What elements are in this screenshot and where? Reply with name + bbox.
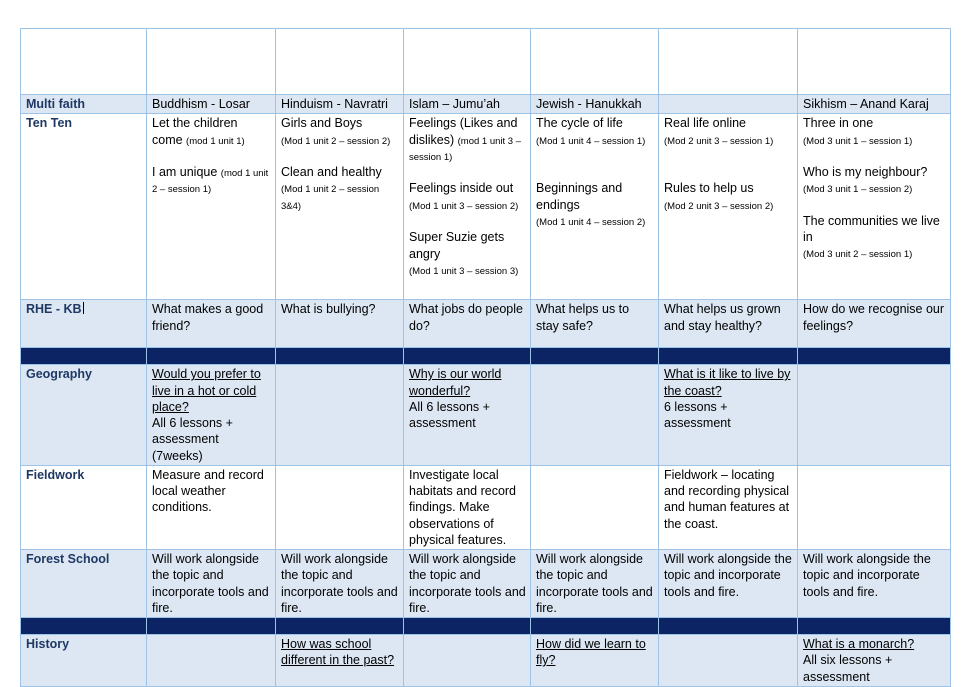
text-run: 6 lessons + assessment	[664, 399, 731, 430]
paragraph	[409, 197, 526, 213]
table-row-divider-1	[21, 348, 951, 365]
paragraph	[281, 636, 399, 669]
paragraph	[281, 180, 399, 213]
text-run: The communities we live in	[803, 213, 940, 245]
text-run: (Mod 1 unit 3 – session 3)	[409, 265, 519, 277]
cell-spacer-top-col3[interactable]	[276, 29, 404, 95]
cell-geography-col3[interactable]	[276, 365, 404, 466]
text-run: Measure and record local weather conditions.	[152, 467, 264, 515]
paragraph	[281, 301, 399, 317]
cell-fieldwork-col3[interactable]	[276, 465, 404, 549]
paragraph	[803, 115, 946, 131]
cell-divider-1-col6[interactable]	[659, 348, 798, 365]
cell-forest-school-col3[interactable]	[276, 550, 404, 618]
text-run: (Mod 1 unit 4 – session 2)	[536, 216, 646, 228]
blank-line	[664, 148, 793, 164]
text-run: I am unique	[152, 165, 221, 180]
row-label-cell-divider-2[interactable]	[21, 618, 147, 635]
row-label-cell-history[interactable]	[21, 635, 147, 687]
paragraph	[281, 164, 399, 180]
text-run: What makes a good friend?	[152, 302, 264, 333]
paragraph	[409, 301, 526, 334]
text-run: (Mod 1 unit 2 – session 3&4)	[281, 184, 380, 212]
row-label: History	[26, 637, 70, 651]
paragraph	[409, 366, 526, 399]
table-row-geography	[21, 365, 951, 466]
text-run: How do we recognise our feelings?	[803, 302, 945, 333]
cell-spacer-top-col4[interactable]	[404, 29, 531, 95]
paragraph	[803, 551, 946, 600]
paragraph	[152, 366, 271, 415]
paragraph	[409, 467, 526, 548]
blank-line	[536, 148, 654, 164]
text-run: (Mod 1 unit 2 – session 2)	[281, 135, 391, 147]
text-run: Will work alongside the topic and incorporate tools and fire.	[664, 552, 792, 599]
text-run: What helps us to stay safe?	[536, 302, 630, 333]
cell-history-col6[interactable]	[659, 635, 798, 687]
cell-ten-ten-col5[interactable]	[531, 114, 659, 300]
paragraph	[152, 164, 271, 197]
paragraph	[536, 115, 654, 131]
table-row-ten-ten	[21, 114, 951, 300]
text-run: (Mod 2 unit 3 – session 2)	[664, 200, 774, 212]
cell-forest-school-col2[interactable]	[147, 550, 276, 618]
row-label: RHE - KB	[26, 302, 82, 317]
text-run: Feelings (Likes and dislikes)	[409, 116, 518, 147]
paragraph	[803, 164, 946, 180]
blank-line	[281, 148, 399, 164]
row-label-cell-fieldwork[interactable]	[21, 465, 147, 549]
paragraph	[152, 301, 271, 334]
blank-line	[152, 148, 271, 164]
text-run: Investigate local habitats and record findings. Make observations of physical features.	[409, 467, 517, 547]
blank-line	[664, 164, 793, 180]
paragraph	[803, 180, 946, 196]
paragraph	[536, 96, 654, 112]
row-label: Fieldwork	[26, 467, 85, 482]
text-run: Fieldwork – locating and recording physical and human features at the coast.	[664, 467, 790, 531]
cell-divider-2-col2[interactable]	[147, 618, 276, 635]
paragraph	[152, 96, 271, 112]
text-run: (mod 1 unit 1)	[186, 135, 245, 147]
text-run: Islam – Jumu’ah	[409, 97, 501, 111]
cell-divider-2-col6[interactable]	[659, 618, 798, 635]
blank-line	[409, 213, 526, 229]
text-run: Super Suzie gets angry	[409, 230, 505, 261]
cell-geography-col4[interactable]	[404, 365, 531, 466]
row-label: Multi faith	[26, 97, 86, 111]
cell-multi-faith-col3[interactable]	[276, 95, 404, 114]
table-row-rhe-kb	[21, 300, 951, 348]
paragraph	[536, 213, 654, 229]
paragraph	[536, 551, 654, 616]
paragraph	[664, 366, 793, 399]
cell-multi-faith-col6[interactable]	[659, 95, 798, 114]
text-run: Girls and Boys	[281, 116, 363, 131]
cell-fieldwork-col4[interactable]	[404, 465, 531, 549]
text-run: Beginnings and endings	[536, 181, 623, 212]
text-run: Feelings inside out	[409, 181, 514, 196]
text-run: Hinduism - Navratri	[281, 97, 388, 111]
cell-history-col4[interactable]	[404, 635, 531, 687]
cell-fieldwork-col6[interactable]	[659, 465, 798, 549]
text-run: (Mod 2 unit 3 – session 1)	[664, 135, 774, 147]
row-label-cell-rhe-kb[interactable]	[21, 300, 147, 348]
paragraph	[409, 115, 526, 164]
text-cursor	[83, 302, 84, 314]
text-run: All 6 lessons + assessment (7weeks)	[152, 416, 233, 463]
paragraph	[281, 96, 399, 112]
cell-spacer-top-col6[interactable]	[659, 29, 798, 95]
blank-line	[803, 197, 946, 213]
text-run: Will work alongside the topic and incorporate tools and fire.	[536, 552, 653, 615]
cell-ten-ten-col4[interactable]	[404, 114, 531, 300]
paragraph	[536, 636, 654, 669]
text-run: Will work alongside the topic and incorporate tools and fire.	[803, 552, 931, 599]
text-run: What is a monarch?	[803, 637, 915, 651]
paragraph	[664, 467, 793, 532]
paragraph	[536, 180, 654, 213]
paragraph	[152, 115, 271, 148]
cell-ten-ten-col7[interactable]	[798, 114, 951, 300]
text-run: Would you prefer to live in a hot or cold place?	[152, 367, 261, 414]
paragraph	[281, 115, 399, 131]
text-run: Let the children come	[152, 116, 238, 147]
cell-geography-col6[interactable]	[659, 365, 798, 466]
paragraph	[803, 301, 946, 334]
row-label-cell-divider-1[interactable]	[21, 348, 147, 365]
text-run: How did we learn to fly?	[536, 637, 646, 668]
cell-rhe-kb-col7[interactable]	[798, 300, 951, 348]
cell-geography-col5[interactable]	[531, 365, 659, 466]
row-label-cell-multi-faith[interactable]	[21, 95, 147, 114]
table-row-multi-faith	[21, 95, 951, 114]
paragraph	[536, 301, 654, 334]
text-run: What is it like to live by the coast?	[664, 367, 791, 398]
cell-fieldwork-col2[interactable]	[147, 465, 276, 549]
text-run: Why is our world wonderful?	[409, 367, 502, 398]
cell-geography-col2[interactable]	[147, 365, 276, 466]
cell-rhe-kb-col5[interactable]	[531, 300, 659, 348]
text-run: What is bullying?	[281, 302, 376, 317]
paragraph	[803, 652, 946, 685]
text-run: Will work alongside the topic and incorporate tools and fire.	[409, 552, 526, 615]
text-run: (mod 1 unit 2 – session 1)	[152, 168, 269, 196]
cell-forest-school-col5[interactable]	[531, 550, 659, 618]
paragraph	[281, 132, 399, 148]
cell-divider-1-col7[interactable]	[798, 348, 951, 365]
table-row-fieldwork	[21, 465, 951, 549]
cell-fieldwork-col5[interactable]	[531, 465, 659, 549]
cell-divider-1-col3[interactable]	[276, 348, 404, 365]
row-label-cell-spacer-top[interactable]	[21, 29, 147, 95]
curriculum-table	[20, 28, 951, 687]
cell-fieldwork-col7[interactable]	[798, 465, 951, 549]
curriculum-table-body	[21, 29, 951, 687]
text-run: (Mod 3 unit 1 – session 1)	[803, 135, 913, 147]
cell-divider-1-col4[interactable]	[404, 348, 531, 365]
paragraph	[664, 399, 793, 432]
text-run: The cycle of life	[536, 116, 623, 131]
text-run: Three in one	[803, 116, 874, 131]
cell-multi-faith-col4[interactable]	[404, 95, 531, 114]
text-run: (Mod 3 unit 2 – session 1)	[803, 249, 913, 261]
cell-ten-ten-col2[interactable]	[147, 114, 276, 300]
row-label: Forest School	[26, 552, 110, 566]
text-run: Clean and healthy	[281, 165, 382, 180]
cell-rhe-kb-col4[interactable]	[404, 300, 531, 348]
table-row-divider-2	[21, 618, 951, 635]
cell-forest-school-col4[interactable]	[404, 550, 531, 618]
text-run: Will work alongside the topic and incorporate tools and fire.	[281, 552, 398, 615]
cell-divider-1-col2[interactable]	[147, 348, 276, 365]
paragraph	[152, 551, 271, 616]
text-run: (Mod 1 unit 4 – session 1)	[536, 135, 646, 147]
paragraph	[803, 96, 946, 112]
text-run: Will work alongside the topic and incorporate tools and fire.	[152, 552, 269, 615]
row-label-cell-geography[interactable]	[21, 365, 147, 466]
paragraph	[664, 197, 793, 213]
paragraph	[536, 132, 654, 148]
blank-line	[536, 164, 654, 180]
paragraph	[409, 551, 526, 616]
cell-divider-2-col7[interactable]	[798, 618, 951, 635]
cell-multi-faith-col7[interactable]	[798, 95, 951, 114]
cell-history-col7[interactable]	[798, 635, 951, 687]
cell-divider-2-col5[interactable]	[531, 618, 659, 635]
text-run: What jobs do people do?	[409, 302, 523, 333]
paragraph	[409, 180, 526, 196]
cell-forest-school-col6[interactable]	[659, 550, 798, 618]
paragraph	[409, 399, 526, 432]
text-run: All 6 lessons + assessment	[409, 399, 490, 430]
cell-divider-2-col4[interactable]	[404, 618, 531, 635]
paragraph	[664, 115, 793, 131]
text-run: Jewish - Hanukkah	[536, 97, 642, 111]
cell-forest-school-col7[interactable]	[798, 550, 951, 618]
cell-history-col3[interactable]	[276, 635, 404, 687]
text-run: Rules to help us	[664, 181, 754, 196]
cell-rhe-kb-col2[interactable]	[147, 300, 276, 348]
row-label-cell-forest-school[interactable]	[21, 550, 147, 618]
paragraph	[803, 213, 946, 246]
cell-rhe-kb-col3[interactable]	[276, 300, 404, 348]
paragraph	[409, 229, 526, 262]
table-row-spacer-top	[21, 29, 951, 95]
cell-ten-ten-col6[interactable]	[659, 114, 798, 300]
cell-geography-col7[interactable]	[798, 365, 951, 466]
paragraph	[409, 96, 526, 112]
cell-spacer-top-col5[interactable]	[531, 29, 659, 95]
table-row-forest-school	[21, 550, 951, 618]
cell-divider-1-col5[interactable]	[531, 348, 659, 365]
row-label: Geography	[26, 367, 92, 382]
text-run: (Mod 3 unit 1 – session 2)	[803, 184, 913, 196]
text-run: Buddhism - Losar	[152, 97, 250, 111]
text-run: Who is my neighbour?	[803, 165, 928, 180]
text-run: (mod 1 unit 3 – session 1)	[409, 135, 521, 163]
paragraph	[664, 301, 793, 334]
text-run: How was school different in the past?	[281, 637, 395, 668]
blank-line	[409, 164, 526, 180]
paragraph	[803, 636, 946, 652]
cell-history-col2[interactable]	[147, 635, 276, 687]
paragraph	[409, 262, 526, 278]
paragraph	[664, 551, 793, 600]
text-run: Real life online	[664, 116, 746, 131]
cell-divider-2-col3[interactable]	[276, 618, 404, 635]
row-label-cell-ten-ten[interactable]	[21, 114, 147, 300]
paragraph	[281, 551, 399, 616]
paragraph	[152, 415, 271, 464]
text-run: Sikhism – Anand Karaj	[803, 97, 929, 111]
paragraph	[664, 180, 793, 196]
text-run: All six lessons + assessment	[803, 653, 893, 684]
cell-history-col5[interactable]	[531, 635, 659, 687]
cell-multi-faith-col5[interactable]	[531, 95, 659, 114]
cell-ten-ten-col3[interactable]	[276, 114, 404, 300]
row-label: Ten Ten	[26, 116, 73, 131]
blank-line	[803, 148, 946, 164]
cell-spacer-top-col7[interactable]	[798, 29, 951, 95]
text-run: (Mod 1 unit 3 – session 2)	[409, 200, 519, 212]
paragraph	[803, 245, 946, 261]
cell-multi-faith-col2[interactable]	[147, 95, 276, 114]
paragraph	[664, 132, 793, 148]
cell-rhe-kb-col6[interactable]	[659, 300, 798, 348]
paragraph	[803, 132, 946, 148]
text-run: What helps us grown and stay healthy?	[664, 302, 781, 333]
cell-spacer-top-col2[interactable]	[147, 29, 276, 95]
table-row-history	[21, 635, 951, 687]
paragraph	[152, 467, 271, 516]
